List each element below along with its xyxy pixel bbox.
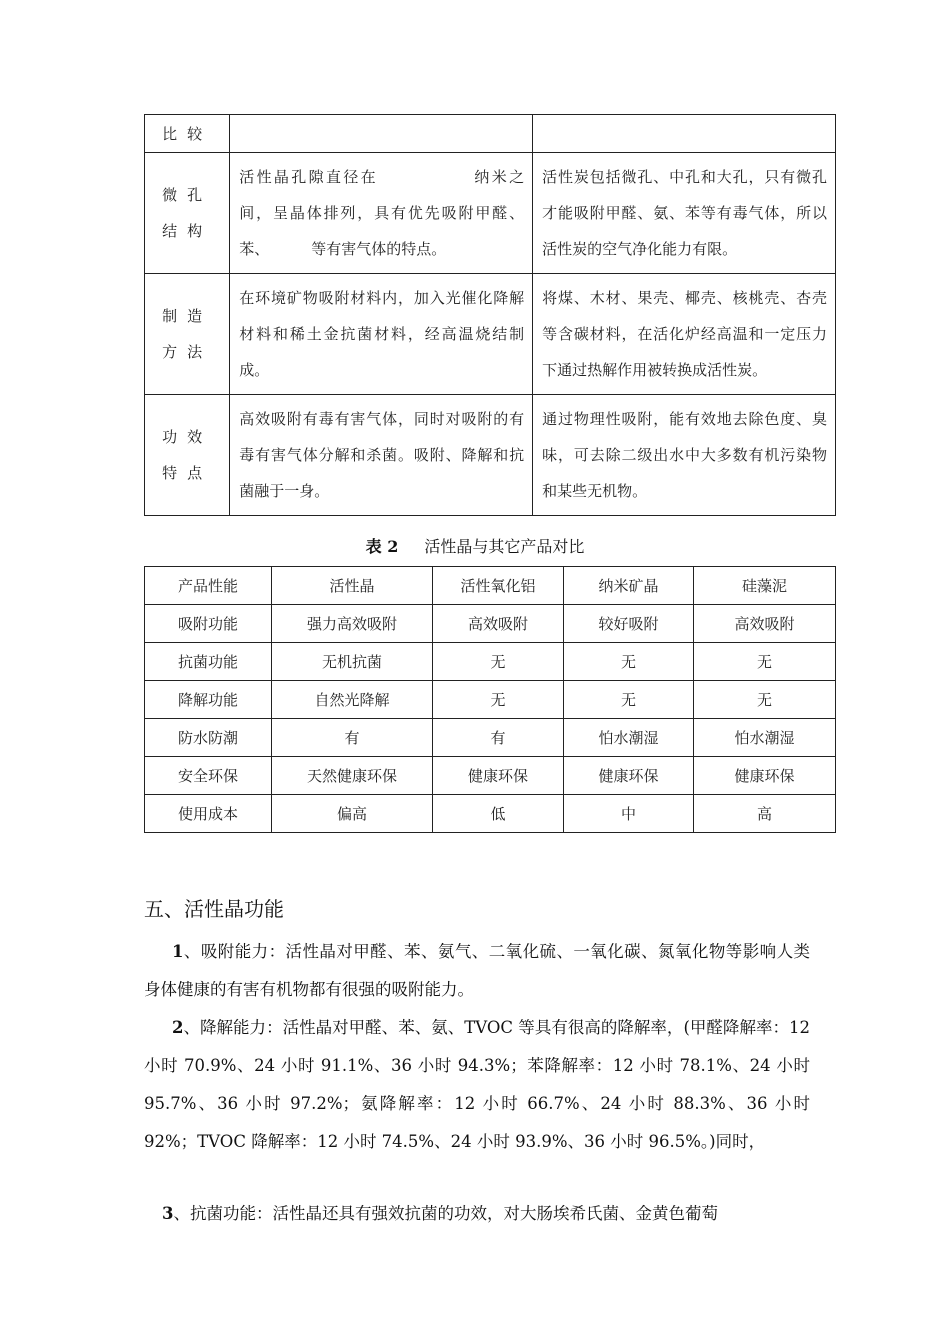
table-cell: 降解功能 [145,681,272,719]
table-cell: 无 [694,681,836,719]
table-row [145,643,836,681]
table-cell: 高效吸附 [433,605,564,643]
table-row [145,719,836,757]
table-cell: 较好吸附 [564,605,694,643]
table-cell: 无 [433,681,564,719]
table-row [145,115,836,153]
table-cell: 怕水潮湿 [564,719,694,757]
cell-huoxingjing: 活性晶孔隙直径在 纳米之间，呈晶体排列，具有优先吸附甲醛、苯、 等有害气体的特点。 [230,153,533,274]
cell-huoxingjing: 在环境矿物吸附材料内，加入光催化降解材料和稀土金抗菌材料，经高温烧结制成。 [230,274,533,395]
header-cell: 纳米矿晶 [564,567,694,605]
row-label: 微孔 结构 [145,153,230,274]
row-label: 比较 [145,115,230,153]
header-cell: 硅藻泥 [694,567,836,605]
header-cell: 产品性能 [145,567,272,605]
table-cell: 无 [433,643,564,681]
cell-huoxingtan: 活性炭包括微孔、中孔和大孔，只有微孔才能吸附甲醛、氨、苯等有毒气体，所以活性炭的空气净化能力有限。 [533,153,836,274]
table-cell: 偏高 [272,795,433,833]
table-cell: 有 [433,719,564,757]
table-cell: 有 [272,719,433,757]
cell-huoxingjing [230,115,533,153]
table-caption: 表 2 活性晶与其它产品对比 [365,537,585,556]
cell-huoxingtan [533,115,836,153]
table-row [145,274,836,395]
table-cell: 高 [694,795,836,833]
table-row [145,795,836,833]
table-cell: 吸附功能 [145,605,272,643]
table-cell: 低 [433,795,564,833]
table-cell: 无 [564,681,694,719]
table-row [145,605,836,643]
comparison-table-2 [144,566,836,833]
section-heading: 五、活性晶功能 [144,897,284,921]
row-label: 功效 特点 [145,395,230,516]
table-cell: 无 [694,643,836,681]
cell-huoxingjing: 高效吸附有毒有害气体，同时对吸附的有毒有害气体分解和杀菌。吸附、降解和抗菌融于一身。 [230,395,533,516]
paragraph-antibacterial: 3、抗菌功能：活性晶还具有强效抗菌的功效，对大肠埃希氏菌、金黄色葡萄 [162,1204,718,1223]
table-cell: 健康环保 [694,757,836,795]
paragraph-adsorption: 1、吸附能力：活性晶对甲醛、苯、氨气、二氧化硫、一氧化碳、氮氧化物等影响人类身体健康的有害有机物都有很强的吸附能力。 [144,942,810,999]
table-row [145,681,836,719]
cell-huoxingtan: 将煤、木材、果壳、椰壳、核桃壳、杏壳等含碳材料，在活化炉经高温和一定压力下通过热解作用被转换成活性炭。 [533,274,836,395]
row-label: 制造 方法 [145,274,230,395]
table-cell: 使用成本 [145,795,272,833]
table-cell: 强力高效吸附 [272,605,433,643]
paragraph-degradation: 2、降解能力：活性晶对甲醛、苯、氨、TVOC 等具有很高的降解率，(甲醛降解率：12 小时 70.9%、24 小时 91.1%、36 小时 94.3%；苯降解率：12 小时 78.1%、24 小时 95.7%、36 小时 97.2%；氨降解率：12 小时 66.7%、24 小时 88.3%、36 小时 92%；TVOC 降解率：12 小时 74.5%、24 小时 93.9%、36 小时 96.5%。)同时， [144,1018,810,1151]
table-cell: 天然健康环保 [272,757,433,795]
header-cell: 活性氧化铝 [433,567,564,605]
table-cell: 健康环保 [433,757,564,795]
table-header-row [145,567,836,605]
table-cell: 抗菌功能 [145,643,272,681]
table-cell: 健康环保 [564,757,694,795]
table-cell: 高效吸附 [694,605,836,643]
table-row [145,153,836,274]
table-cell: 无机抗菌 [272,643,433,681]
cell-huoxingtan: 通过物理性吸附，能有效地去除色度、臭味，可去除二级出水中大多数有机污染物和某些无机物。 [533,395,836,516]
table-cell: 防水防潮 [145,719,272,757]
table-cell: 中 [564,795,694,833]
table-cell: 怕水潮湿 [694,719,836,757]
table-cell: 自然光降解 [272,681,433,719]
table-cell: 无 [564,643,694,681]
table-cell: 安全环保 [145,757,272,795]
table-row [145,757,836,795]
table-row [145,395,836,516]
header-cell: 活性晶 [272,567,433,605]
comparison-table-1 [144,114,836,516]
